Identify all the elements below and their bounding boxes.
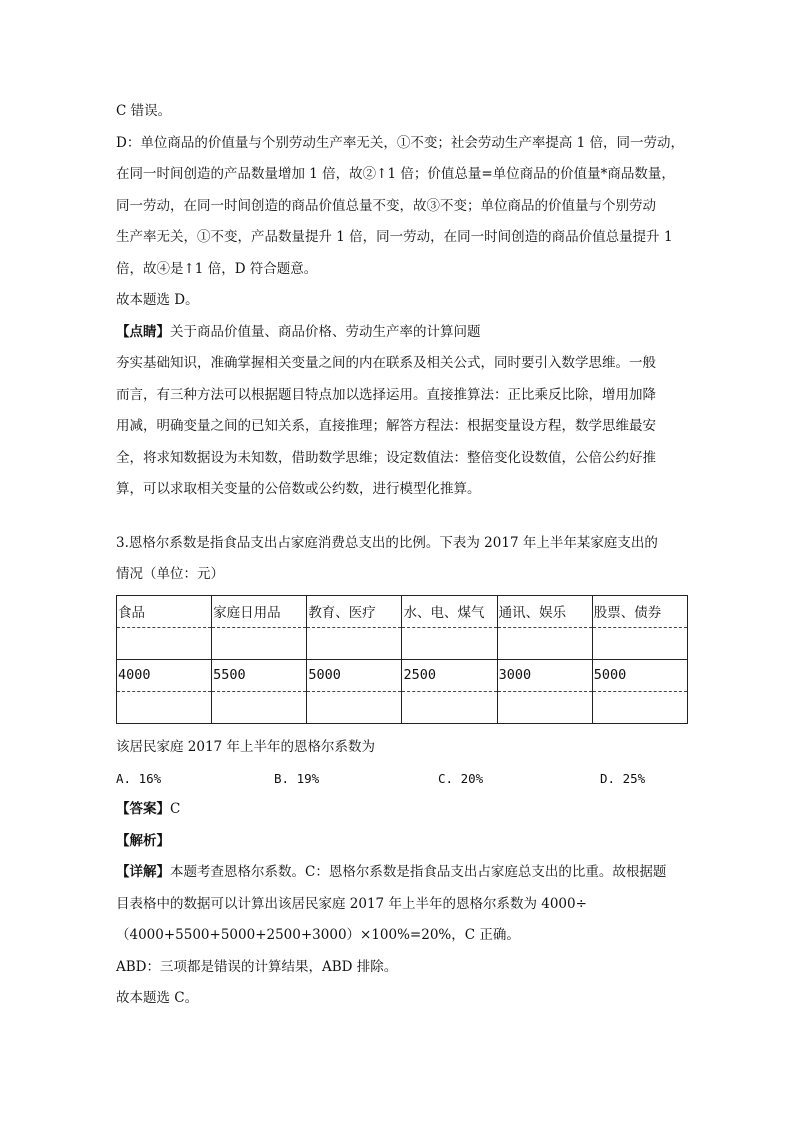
table-header-row bbox=[117, 595, 688, 627]
analysis-tag: 【解析】 bbox=[116, 832, 170, 849]
table-header-cell: 通讯、娱乐 bbox=[497, 595, 592, 627]
detail-tag: 【详解】 bbox=[116, 864, 170, 880]
text-line: 生产率无关，①不变，产品数量提升 1 倍，同一劳动，在同一时间创造的商品价值总量提升 1 bbox=[116, 229, 673, 245]
text-line: 算，可以求取相关变量的公倍数或公约数，进行模型化推算。 bbox=[116, 481, 481, 497]
table-header-cell: 食品 bbox=[117, 595, 212, 627]
table-header-cell: 家庭日用品 bbox=[212, 595, 307, 627]
table-header-cell: 教育、医疗 bbox=[307, 595, 402, 627]
text-line: 同一劳动，在同一时间创造的商品价值总量不变，故③不变；单位商品的价值量与个别劳动 bbox=[116, 197, 656, 214]
detail-line: ABD：三项都是错误的计算结果，ABD 排除。 bbox=[116, 958, 398, 975]
table-header-cell: 股票、债券 bbox=[592, 595, 687, 627]
table-value-cell: 5500 bbox=[212, 659, 307, 691]
text-line: 倍，故④是↑1 倍，D 符合题意。 bbox=[116, 260, 318, 277]
text-line: 夯实基础知识，准确掌握相关变量之间的内在联系及相关公式，同时要引入数学思维。一般 bbox=[116, 355, 656, 371]
text-line: D：单位商品的价值量与个别劳动生产率无关，①不变；社会劳动生产率提高 1 倍，同一劳动， bbox=[116, 134, 684, 151]
answer-value: C bbox=[170, 801, 181, 817]
answer-tag: 【答案】 bbox=[116, 801, 170, 817]
text-line: 而言，有三种方法可以根据题目特点加以选择运用。直接推算法：正比乘反比除，增用加降 bbox=[116, 386, 656, 403]
option-c: C. 20% bbox=[438, 771, 484, 786]
question-stem-line: 情况（单位：元） bbox=[116, 566, 224, 582]
detail-line: 目表格中的数据可以计算出该居民家庭 2017 年上半年的恩格尔系数为 4000÷ bbox=[116, 895, 587, 912]
text-line: 故本题选 D。 bbox=[116, 292, 199, 308]
detail-line bbox=[116, 857, 688, 889]
option-a: A. 16% bbox=[116, 771, 162, 786]
detail-text: 本题考查恩格尔系数。C：恩格尔系数是指食品支出占家庭总支出的比重。故根据题 bbox=[170, 864, 667, 880]
table-value-row bbox=[117, 659, 688, 691]
table-header-cell: 水、电、煤气 bbox=[402, 595, 497, 627]
dianjing-title: 关于商品价值量、商品价格、劳动生产率的计算问题 bbox=[170, 323, 481, 340]
answer-line bbox=[116, 794, 688, 826]
table-empty-row bbox=[117, 627, 688, 659]
table-value-cell: 4000 bbox=[117, 659, 212, 691]
table-value-cell: 2500 bbox=[402, 659, 497, 691]
table-empty-row bbox=[117, 691, 688, 723]
text-line: 全，将求知数据设为未知数，借助数学思维；设定数值法：整倍变化设数值，公倍公约好推 bbox=[116, 449, 656, 466]
table-value-cell: 3000 bbox=[497, 659, 592, 691]
dianjing-heading bbox=[116, 317, 688, 349]
text-line: 用减，明确变量之间的已知关系，直接推理；解答方程法：根据变量设方程，数学思维最安 bbox=[116, 418, 656, 434]
table-value-cell: 5000 bbox=[307, 659, 402, 691]
table-value-cell: 5000 bbox=[592, 659, 687, 691]
options-row bbox=[116, 763, 688, 794]
expense-table bbox=[116, 595, 688, 724]
option-b: B. 19% bbox=[274, 771, 320, 786]
document-page bbox=[116, 96, 688, 1015]
text-line: 在同一时间创造的产品数量增加 1 倍，故②↑1 倍；价值总量=单位商品的价值量*商品数量， bbox=[116, 166, 675, 182]
question-prompt: 该居民家庭 2017 年上半年的恩格尔系数为 bbox=[116, 738, 375, 755]
detail-line: （4000+5500+5000+2500+3000）×100%=20%，C 正确。 bbox=[116, 927, 520, 943]
dianjing-tag: 【点睛】 bbox=[116, 323, 170, 340]
question-stem-line: 3.恩格尔系数是指食品支出占家庭消费总支出的比例。下表为 2017 年上半年某家庭支出的 bbox=[116, 534, 658, 551]
text-line: C 错误。 bbox=[116, 103, 172, 119]
detail-line: 故本题选 C。 bbox=[116, 990, 199, 1006]
option-d: D. 25% bbox=[600, 771, 646, 786]
